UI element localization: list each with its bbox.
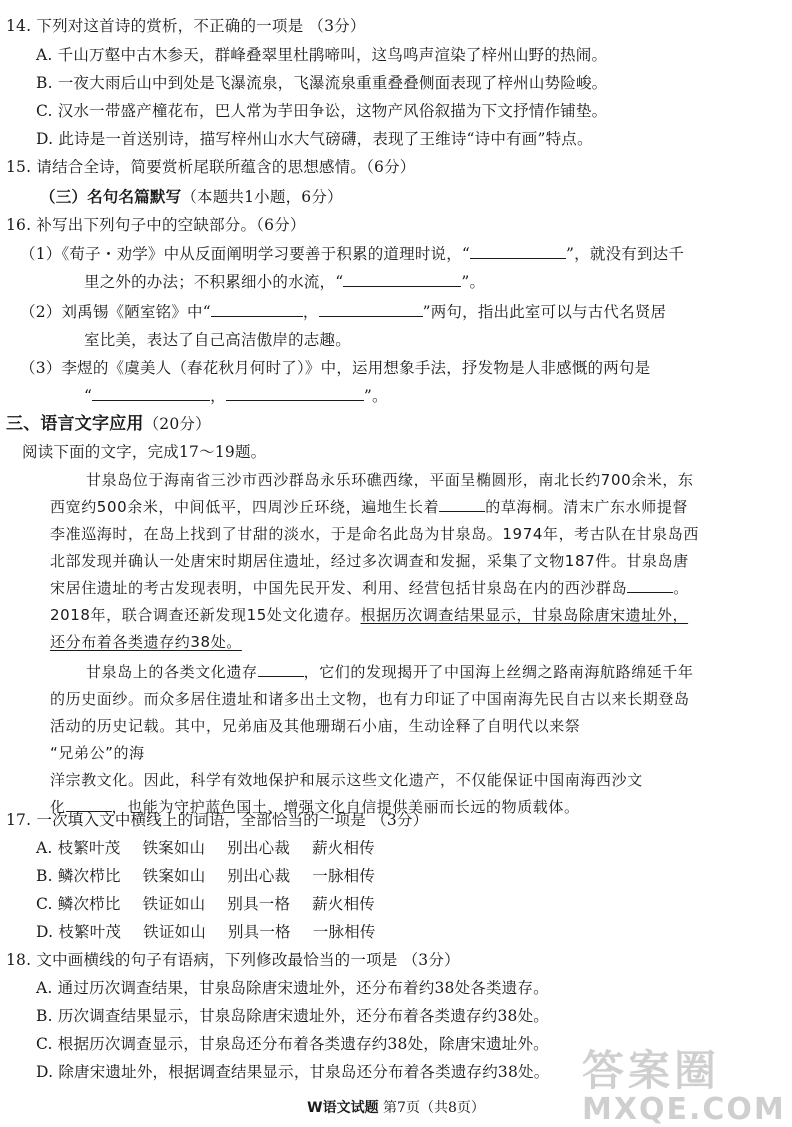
passage-p2-line2: 的历史面纱。而众多居住遗址和诸多出土文物，也有力印证了中国南海先民自古以来长期登岛 (50, 690, 690, 708)
passage-p2-line5: 洋宗教文化。因此，科学有效地保护和展示这些文化遗产，不仅能保证中国南海西沙文 (50, 771, 643, 789)
passage-p1-line6: 2018年，联合调查还新发现15处文化遗存。根据历次调查结果显示，甘泉岛除唐宋遗址外， (50, 606, 689, 624)
q14-stem: 14. 下列对这首诗的赏析，不正确的一项是 （3分） (6, 17, 366, 35)
watermark-en: MXQE.COM (582, 1092, 786, 1127)
footer-page-number: 第7页（共8页） (383, 1100, 485, 1116)
q14-option-c: C. 汉水一带盛产橦花布，巴人常为芋田争讼，这物产风俗叙描为下文抒情作铺垫。 (36, 102, 608, 120)
q15-stem: 15. 请结合全诗，简要赏析尾联所蕴含的思想感情。（6分） (6, 158, 416, 176)
answer-blank[interactable] (319, 302, 423, 317)
passage-p2-line1: 甘泉岛上的各类文化遗存 ，它们的发现揭开了中国海上丝绸之路南海航路绵延千年 (86, 663, 694, 681)
underlined-sentence: 根据历次调查结果显示，甘泉岛除唐宋遗址外， (360, 606, 689, 624)
q14-option-a: A. 千山万壑中古木参天，群峰叠翠里杜鹃啼叫，这鸟鸣声渲染了梓州山野的热闹。 (36, 46, 608, 64)
q16-stem: 16. 补写出下列句子中的空缺部分。（6分） (6, 216, 306, 234)
answer-blank[interactable] (470, 244, 566, 259)
passage-p2-line4: “兄弟公”的海 (50, 744, 145, 762)
watermark-logo (582, 1038, 786, 1127)
underlined-sentence-end: 还分布着各类遗存约38处。 (50, 633, 242, 651)
fill-blank-2 (627, 578, 673, 593)
q17-option-c: C. 鳞次栉比 铁证如山 别具一格 薪火相传 (36, 895, 375, 913)
q16-item1-line2: 里之外的办法；不积累细小的水流，“ ”。 (84, 273, 486, 291)
q17-stem: 17. 一次填入文中横线上的词语，全部恰当的一项是 （3分） (6, 811, 429, 829)
passage-p1-line5: 宋居住遗址的考古发现表明，中国先民开发、利用、经营包括甘泉岛在内的西沙群岛 。 (50, 579, 689, 597)
q17-option-b: B. 鳞次栉比 铁案如山 别出心裁 一脉相传 (36, 867, 376, 885)
answer-blank[interactable] (343, 272, 461, 287)
answer-blank[interactable] (92, 386, 210, 401)
q18-option-a: A. 通过历次调查结果，甘泉岛除唐宋遗址外，还分布着约38处各类遗存。 (36, 979, 549, 997)
passage-p1-line1: 甘泉岛位于海南省三沙市西沙群岛永乐环礁西缘，平面呈椭圆形，南北长约700余米，东 (86, 471, 694, 489)
fill-blank-3 (258, 662, 304, 677)
q16-item1-line1: （1）《荀子・劝学》中从反面阐明学习要善于积累的道理时说，“ ”，就没有到达千 (20, 245, 685, 263)
q14-option-b: B. 一夜大雨后山中到处是飞瀑流泉，飞瀑流泉重重叠叠侧面表现了梓州山势险峻。 (36, 74, 608, 92)
q16-item2-line2: 室比美，表达了自己高洁傲岸的志趣。 (84, 331, 351, 349)
section3-intro: 阅读下面的文字，完成17～19题。 (22, 443, 267, 461)
q18-stem: 18. 文中画横线的句子有语病，下列修改最恰当的一项是 （3分） (6, 951, 460, 969)
watermark-cn: 答案圈 (582, 1046, 721, 1095)
q18-option-b: B. 历次调查结果显示，甘泉岛除唐宋遗址外，还分布着各类遗存约38处。 (36, 1007, 549, 1025)
q17-option-a: A. 枝繁叶茂 铁案如山 别出心裁 薪火相传 (36, 839, 375, 857)
part3-note: （本题共1小题，6分） (181, 188, 343, 206)
passage-p1-line2: 西宽约500余米，中间低平，四周沙丘环绕，遍地生长着 的草海桐。清末广东水师提督 (50, 498, 689, 516)
q16-item3-line1: （3）李煜的《虞美人（春花秋月何时了）》中，运用想象手法，抒发物是人非感慨的两句是 (20, 359, 651, 377)
answer-blank[interactable] (226, 386, 364, 401)
fill-blank-1 (439, 497, 485, 512)
q14-option-d: D. 此诗是一首送别诗，描写梓州山水大气磅礴，表现了王维诗“诗中有画”特点。 (36, 130, 593, 148)
footer-subject: W语文试题 (307, 1100, 379, 1116)
part3-title: （三）名句名篇默写 (40, 187, 182, 206)
answer-blank[interactable] (211, 302, 303, 317)
section3-heading: 三、语言文字应用（20分） (6, 414, 211, 434)
q16-item2-line1: （2）刘禹锡《陋室铭》中“ ， ”两句，指出此室可以与古代名贤居 (20, 303, 667, 321)
part3-heading (40, 187, 343, 207)
q17-option-d: D. 枝繁叶茂 铁证如山 别具一格 一脉相传 (36, 923, 376, 941)
q18-option-c: C. 根据历次调查显示，甘泉岛还分布着各类遗存约38处，除唐宋遗址外。 (36, 1035, 549, 1053)
passage-p1-line3: 李准巡海时，在岛上找到了甘甜的淡水，于是命名此岛为甘泉岛。1974年，考古队在甘泉岛西 (50, 525, 699, 543)
passage-p1-line4: 北部发现并确认一处唐宋时期居住遗址，经过多次调查和发掘，采集了文物187件。甘泉岛唐 (50, 552, 689, 570)
passage-p2-line3: 活动的历史记载。其中，兄弟庙及其他珊瑚石小庙，生动诠释了自明代以来祭 (50, 717, 581, 735)
q18-option-d: D. 除唐宋遗址外，根据调查结果显示，甘泉岛还分布着各类遗存约38处。 (36, 1063, 550, 1081)
passage-p1-line7 (50, 632, 242, 652)
passage-p2-line6: 化 ，也能为守护蓝色国土、增强文化自信提供美丽而长远的物质载体。 (50, 798, 580, 816)
q16-item3-line2: “ ， ”。 (84, 387, 388, 405)
